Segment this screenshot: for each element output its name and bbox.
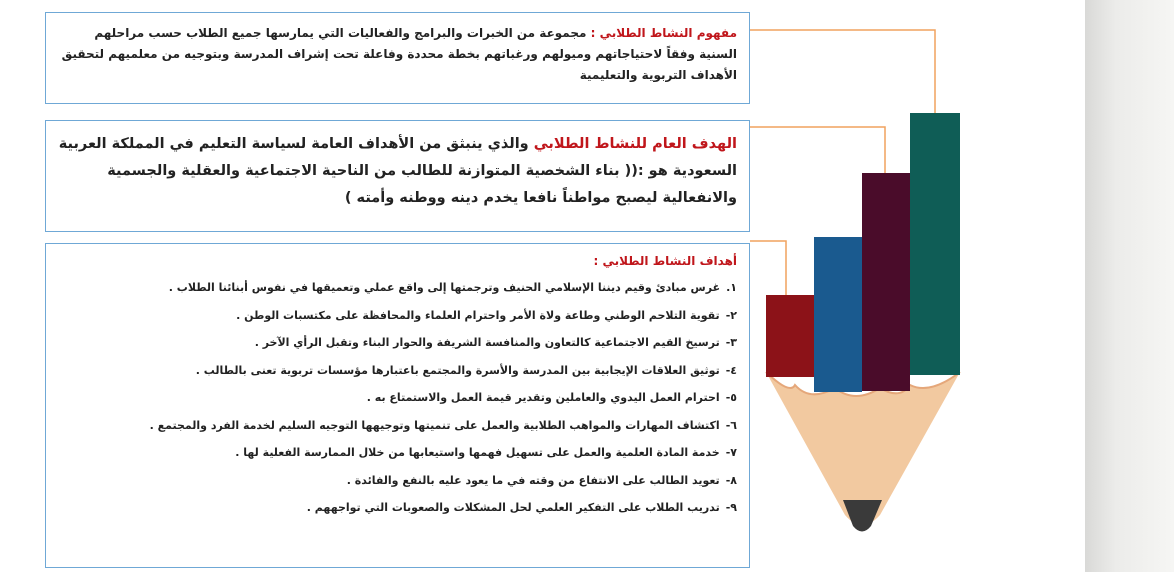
goal-number: ٧- xyxy=(725,446,737,459)
goal-item xyxy=(58,384,737,412)
goal-text: تقوية التلاحم الوطني وطاعة ولاة الأمر واحترام العلماء والمحافظة على مكتسبات الوطن . xyxy=(236,308,720,322)
goal-text: غرس مبادئ وقيم ديننا الإسلامي الحنيف وترجمتها إلى واقع عملي وتعميقها في نفوس أبنائنا الطلاب . xyxy=(168,281,721,294)
general-goal-paragraph xyxy=(58,131,737,212)
goal-number: ١. xyxy=(726,281,737,294)
general-goal-text: والذي ينبثق من الأهداف العامة لسياسة التعليم في المملكة العربية السعودية هو :(( بناء الشخصية المتوازنة للطالب من الناحية الاجتماعية والعقلية والجسمية والانفعالية ليصبح مواطناً نافعا يخدم دينه ووطنه وأمته ) xyxy=(58,136,737,206)
goal-item xyxy=(58,274,737,302)
goal-number: ٣- xyxy=(725,336,737,349)
goals-box xyxy=(45,243,750,568)
general-goal-box xyxy=(45,120,750,232)
goal-text: توثيق العلاقات الإيجابية بين المدرسة والأسرة والمجتمع باعتبارها مؤسسات تربوية تعنى بالطالب . xyxy=(195,363,720,377)
goal-item xyxy=(58,412,737,440)
goal-text: اكتشاف المهارات والمواهب الطلابية والعمل على تنميتها وتوجيهها التوجيه السليم لخدمة الفرد والمجتمع . xyxy=(149,418,720,432)
goal-text: تعويد الطالب على الانتفاع من وقته في ما يعود عليه بالنفع والفائدة . xyxy=(346,473,720,487)
goal-item xyxy=(58,302,737,330)
goal-item xyxy=(58,357,737,385)
goal-text: ترسيخ القيم الاجتماعية كالتعاون والمنافسة الشريفة والحوار البناء وتقبل الرأي الآخر . xyxy=(254,336,720,349)
concept-box xyxy=(45,12,750,104)
goal-text: احترام العمل اليدوي والعاملين وتقدير قيمة العمل والاستمتاع به . xyxy=(366,391,720,404)
bar-maroon xyxy=(862,173,910,391)
connector-line-1 xyxy=(750,30,935,113)
goal-item xyxy=(58,467,737,495)
concept-paragraph xyxy=(58,23,737,86)
bar-blue xyxy=(814,237,862,392)
goal-item xyxy=(58,329,737,357)
goal-number: ٦- xyxy=(725,418,737,432)
general-goal-term: الهدف العام للنشاط الطلابي xyxy=(533,136,737,152)
concept-text: مجموعة من الخبرات والبرامج والفعاليات التي يمارسها جميع الطلاب حسب مراحلهم السنية وفقاً لاحتياجاتهم وميولهم ورغباتهم بخطة محددة وفاعلة تحت إشراف المدرسة وبتوجيه من معلميهم لتحقيق الأهداف التربوية والتعليمية xyxy=(61,26,737,82)
goal-item xyxy=(58,439,737,467)
goals-title: أهداف النشاط الطلابي : xyxy=(593,254,737,268)
goal-number: ٩- xyxy=(725,501,737,514)
goal-number: ٥- xyxy=(725,391,737,404)
connector-line-2 xyxy=(750,127,885,173)
goal-text: تدريب الطلاب على التفكير العلمي لحل المشكلات والصعوبات التي تواجههم . xyxy=(306,501,720,514)
concept-term: مفهوم النشاط الطلابي : xyxy=(590,26,737,40)
bar-red xyxy=(766,295,814,377)
goal-number: ٤- xyxy=(725,363,737,377)
goal-item xyxy=(58,494,737,522)
connector-line-3 xyxy=(750,241,786,295)
goal-number: ٨- xyxy=(725,473,737,487)
bar-teal xyxy=(910,113,960,375)
goal-text: خدمة المادة العلمية والعمل على تسهيل فهمها واستيعابها من خلال الممارسة الفعلية لها . xyxy=(235,446,720,459)
goal-number: ٢- xyxy=(725,308,737,322)
